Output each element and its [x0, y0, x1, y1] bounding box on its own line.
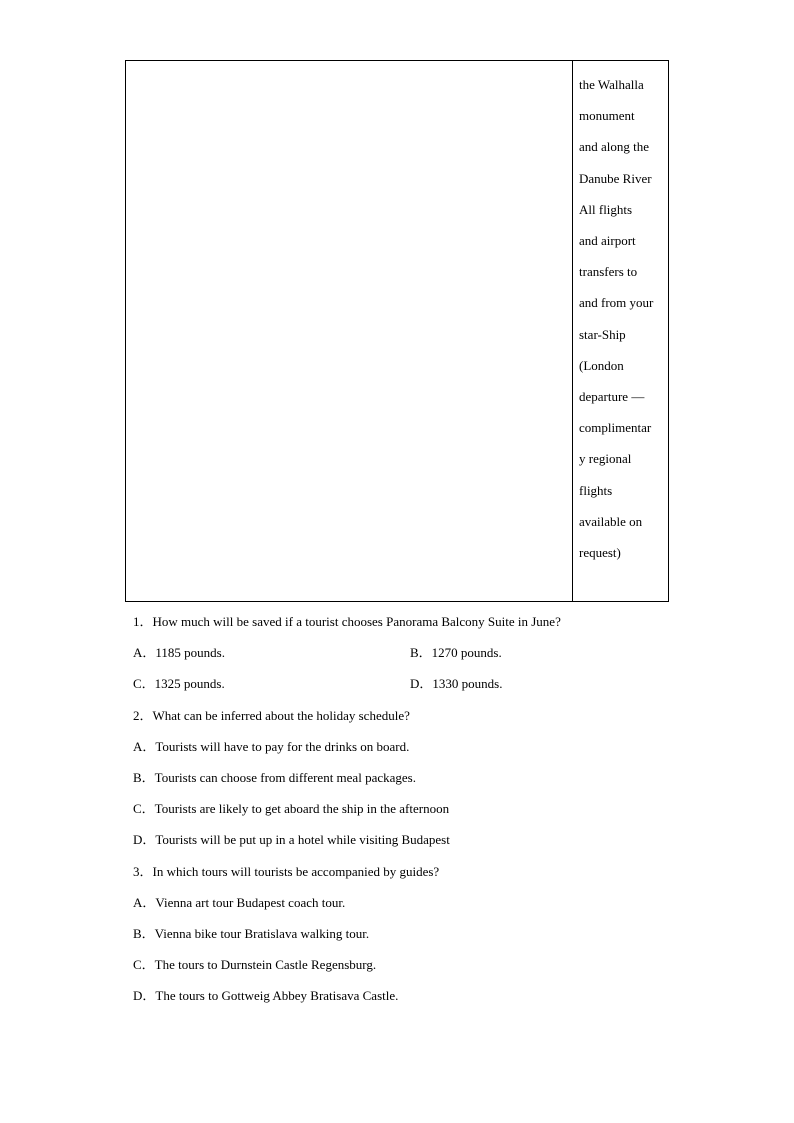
option-2c[interactable]: [133, 798, 449, 817]
option-text: Tourists can choose from different meal packages.: [154, 770, 416, 785]
option-text: The tours to Gottweig Abbey Bratisava Castle.: [155, 988, 399, 1003]
question-number: 1．: [133, 614, 153, 629]
option-letter: B．: [133, 926, 155, 941]
question-1: [133, 611, 561, 630]
option-text: 1330 pounds.: [432, 676, 503, 691]
cell-line: flights: [579, 482, 613, 498]
cell-line: and along the: [579, 139, 650, 155]
cell-line: the Walhalla: [579, 77, 644, 92]
option-3a[interactable]: [133, 892, 345, 911]
cell-line: complimentar: [579, 420, 652, 436]
option-1a[interactable]: [133, 642, 225, 661]
option-text: Tourists are likely to get aboard the ship in the afternoon: [154, 801, 450, 816]
option-1c[interactable]: [133, 673, 225, 692]
option-letter: C．: [133, 801, 155, 816]
question-text: In which tours will tourists be accompanied by guides?: [152, 864, 440, 879]
option-3b[interactable]: [133, 923, 369, 942]
option-1d[interactable]: [410, 673, 502, 692]
option-letter: B．: [133, 770, 155, 785]
cell-line: monument: [579, 108, 635, 124]
question-text: What can be inferred about the holiday schedule?: [152, 708, 410, 723]
question-3: [133, 861, 439, 880]
question-2: [133, 705, 410, 724]
cell-line: star-Ship: [579, 326, 626, 342]
option-text: 1185 pounds.: [155, 645, 225, 660]
itinerary-table: [125, 60, 669, 602]
option-letter: D．: [133, 832, 156, 847]
cell-line: departure —: [579, 389, 645, 405]
option-text: Tourists will be put up in a hotel while visiting Budapest: [155, 832, 450, 847]
option-2d[interactable]: [133, 829, 450, 848]
option-letter: B．: [410, 645, 432, 660]
option-2b[interactable]: [133, 767, 416, 786]
option-text: Vienna art tour Budapest coach tour.: [155, 895, 346, 910]
option-letter: A．: [133, 645, 156, 660]
option-letter: D．: [410, 676, 433, 691]
option-letter: D．: [133, 988, 156, 1003]
option-letter: C．: [133, 676, 155, 691]
option-text: 1270 pounds.: [431, 645, 502, 660]
cell-line: and from your: [579, 295, 654, 311]
cell-line: (London: [579, 357, 624, 373]
table-right-cell: [579, 69, 665, 568]
option-text: Vienna bike tour Bratislava walking tour.: [154, 926, 370, 941]
option-text: Tourists will have to pay for the drinks on board.: [155, 739, 410, 754]
cell-line: request): [579, 545, 621, 561]
option-3d[interactable]: [133, 985, 398, 1004]
option-text: 1325 pounds.: [154, 676, 225, 691]
cell-line: available on: [579, 513, 643, 529]
option-2a[interactable]: [133, 736, 409, 755]
cell-line: and airport: [579, 233, 636, 249]
option-letter: A．: [133, 739, 156, 754]
question-number: 2．: [133, 708, 153, 723]
cell-line: Danube River: [579, 170, 652, 186]
table-column-divider: [572, 61, 573, 601]
option-letter: A．: [133, 895, 156, 910]
cell-line: All flights: [579, 201, 633, 217]
cell-line: transfers to: [579, 264, 638, 280]
question-number: 3．: [133, 864, 153, 879]
option-3c[interactable]: [133, 954, 376, 973]
question-text: How much will be saved if a tourist chooses Panorama Balcony Suite in June?: [152, 614, 561, 629]
option-1b[interactable]: [410, 642, 502, 661]
cell-line: y regional: [579, 451, 632, 467]
option-letter: C．: [133, 957, 155, 972]
option-text: The tours to Durnstein Castle Regensburg.: [154, 957, 377, 972]
